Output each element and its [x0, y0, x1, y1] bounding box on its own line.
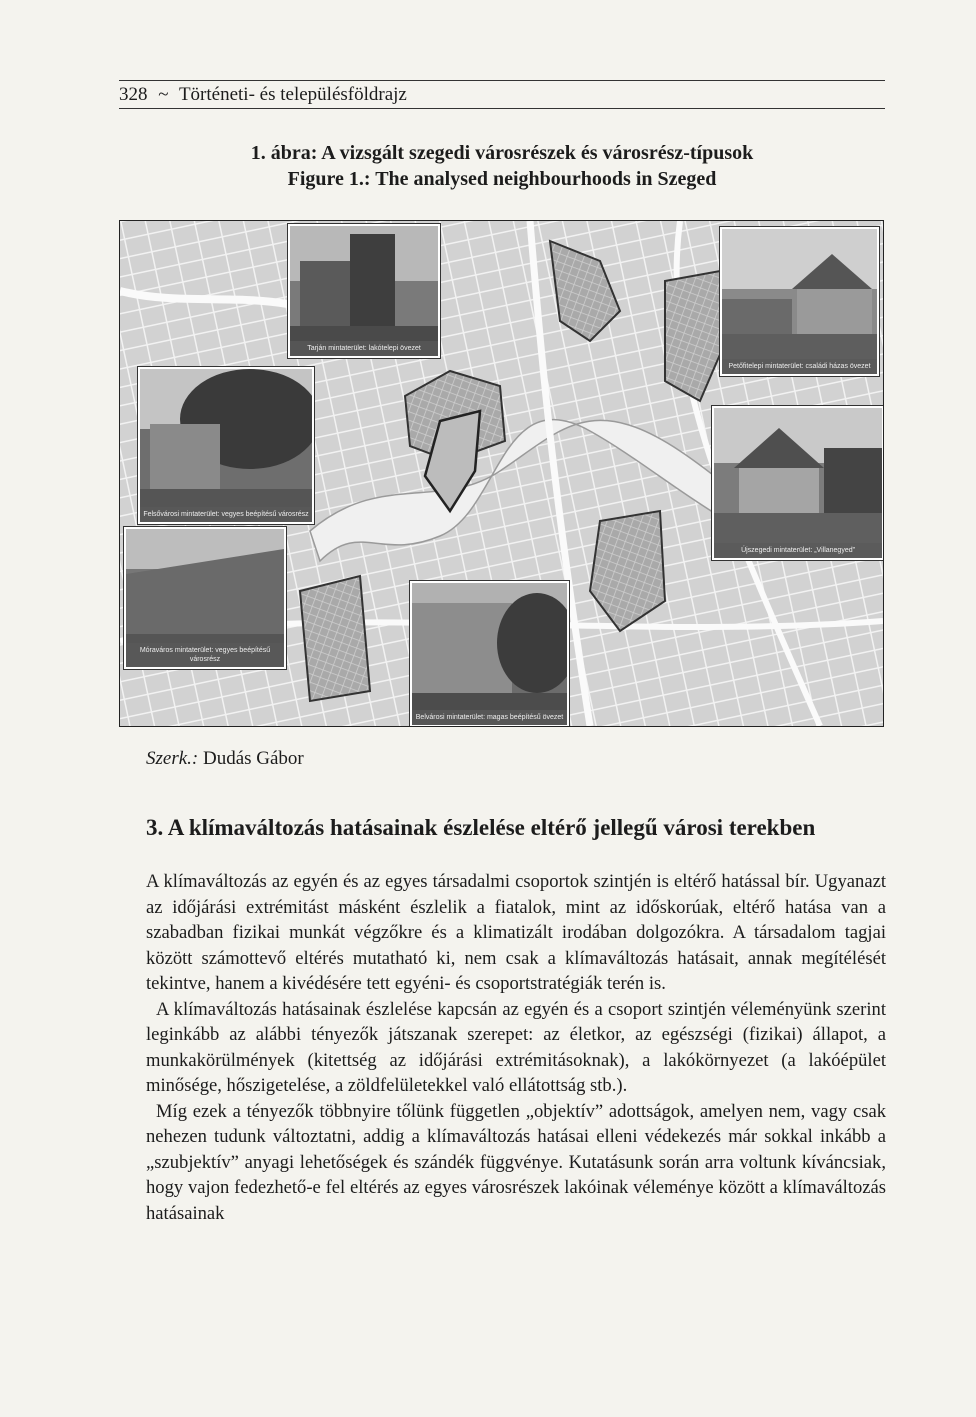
photo-moravaros [124, 527, 286, 669]
photo-belvaros [410, 581, 569, 727]
page-number: 328 [119, 84, 148, 105]
photo-ujszeged [712, 406, 884, 560]
photo-caption: Móraváros mintaterület: vegyes beépítésű városrész [126, 643, 284, 667]
figure-credit [146, 748, 304, 770]
photo-petofitelep [720, 227, 879, 376]
header-separator: ~ [158, 84, 169, 105]
photo-caption: Petőfitelepi mintaterület: családi házas övezet [722, 359, 877, 374]
paragraph: A klímaváltozás hatásainak észlelése kapcsán az egyén és a csoport szintjén véleményünk szerint leginkább az alábbi tényezők játszanak szerepet: az életkor, az egészségi (fizikai) állapot, a munkakörülmények (kitettség az időjárási extrémitásoknak), a lakókörnyezet (a lakóépület minősége, hőszigetelése, a zöldfelületekkel való ellátottság stb.). [146, 998, 886, 1096]
running-title: Történeti- és településföldrajz [178, 84, 407, 105]
credit-label: Szerk.: [146, 748, 199, 769]
body-text [146, 869, 886, 1226]
figure-map [119, 220, 884, 727]
running-header [119, 80, 885, 109]
credit-name: Dudás Gábor [202, 748, 304, 769]
photo-caption: Újszegedi mintaterület: „Villanegyed” [714, 543, 882, 558]
figure-title-en: Figure 1.: The analysed neighbourhoods in Szeged [287, 168, 717, 190]
section-heading: 3. A klímaváltozás hatásainak észlelése eltérő jellegű városi terekben [146, 815, 816, 840]
photo-caption: Belvárosi mintaterület: magas beépítésű övezet [412, 710, 567, 725]
paragraph: Míg ezek a tényezők többnyire tőlünk független „objektív” adottságok, amelyen nem, vagy csak nehezen tudunk változtatni, addig a klímaváltozás hatásai elleni védekezés már sokkal inkább a „szubjektív” anyagi lehetőségek és szándék függvénye. Kutatásunk során arra voltunk kíváncsiak, hogy vajon fedezhető-e fel eltérés az egyes városrészek lakóinak véleménye között a klímaváltozás hatásainak [146, 1100, 886, 1224]
figure-title-hu: 1. ábra: A vizsgált szegedi városrészek és városrész-típusok [250, 142, 754, 164]
photo-caption: Felsővárosi mintaterület: vegyes beépítésű városrész [140, 507, 312, 522]
photo-caption: Tarján mintaterület: lakótelepi övezet [290, 341, 438, 356]
photo-felsovaros [138, 367, 314, 524]
photo-tarjan [288, 224, 440, 358]
paragraph: A klímaváltozás az egyén és az egyes társadalmi csoportok szintjén is eltérő hatással bír. Ugyanazt az időjárási extrémitást másként észlelik a fiatalok, mint az időskorúak, eltérő hatása van a szabadban fizikai munkát végzőkre és a klimatizált irodában dolgozókra. A társadalom tagjai között számottevő eltérés mutatható ki, nem csak a klímaváltozás hatásait, annak megítélését tekintve, hanem a kivédésére tett egyéni- és csoportstratégiák terén is. [146, 871, 886, 994]
neighbourhood-area-moravaros [300, 576, 370, 701]
